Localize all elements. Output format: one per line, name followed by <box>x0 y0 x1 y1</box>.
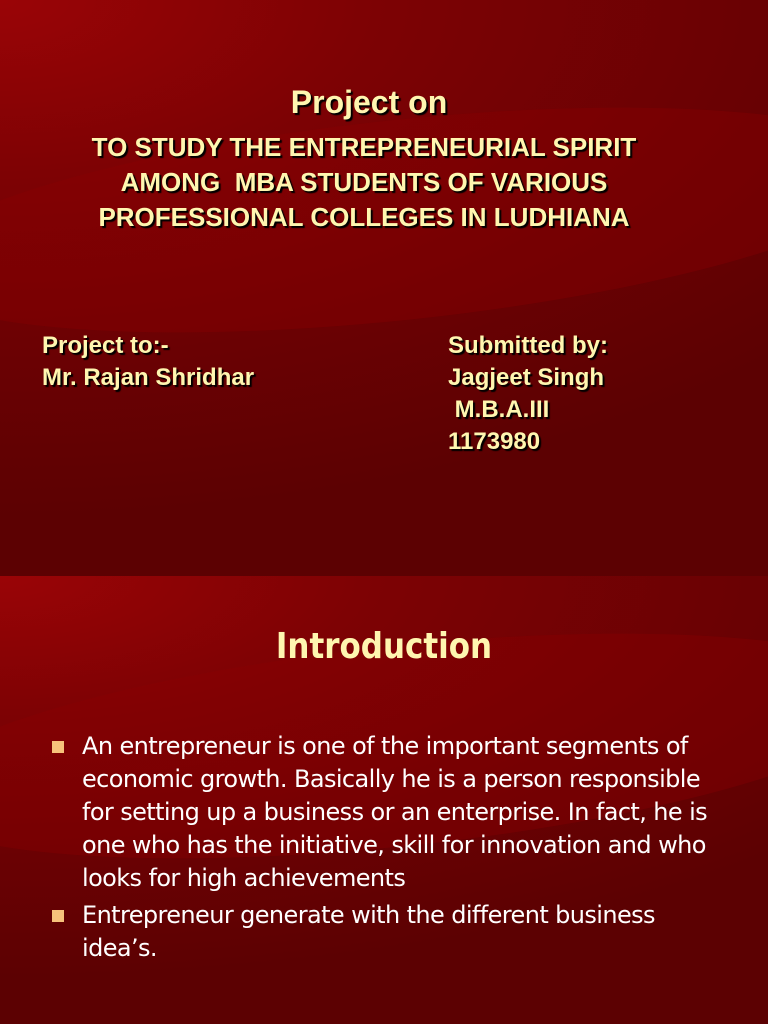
project-title-line: TO STUDY THE ENTREPRENEURIAL SPIRIT <box>91 132 637 162</box>
guide-name: Mr. Rajan Shridhar <box>42 364 255 391</box>
submitted-by-block <box>448 330 608 458</box>
project-heading: Project on <box>290 84 448 120</box>
project-guide-block <box>42 330 254 394</box>
introduction-heading: Introduction <box>275 626 493 667</box>
student-name: Jagjeet Singh <box>448 364 605 391</box>
project-title <box>0 130 728 235</box>
bullet-list <box>52 730 732 969</box>
bullet-text: An entrepreneur is one of the important segments of economic growth. Basically he is a person responsible for setting up a business or an enterprise. In fact, he is one who has the initiative, skill for innovation and who looks for high achievements <box>82 732 708 892</box>
course-name: M.B.A.III <box>448 396 550 423</box>
list-item <box>52 730 732 895</box>
project-title-line: PROFESSIONAL COLLEGES IN LUDHIANA <box>98 202 630 232</box>
list-item <box>52 899 732 965</box>
square-bullet-icon <box>52 910 64 922</box>
project-title-line: AMONG MBA STUDENTS OF VARIOUS <box>120 167 608 197</box>
submitted-by-label: Submitted by: <box>448 332 608 359</box>
introduction-slide <box>0 576 768 1024</box>
project-to-label: Project to:- <box>42 332 169 359</box>
roll-number: 1173980 <box>448 428 541 455</box>
bullet-text: Entrepreneur generate with the different business idea’s. <box>82 901 655 962</box>
square-bullet-icon <box>52 741 64 753</box>
